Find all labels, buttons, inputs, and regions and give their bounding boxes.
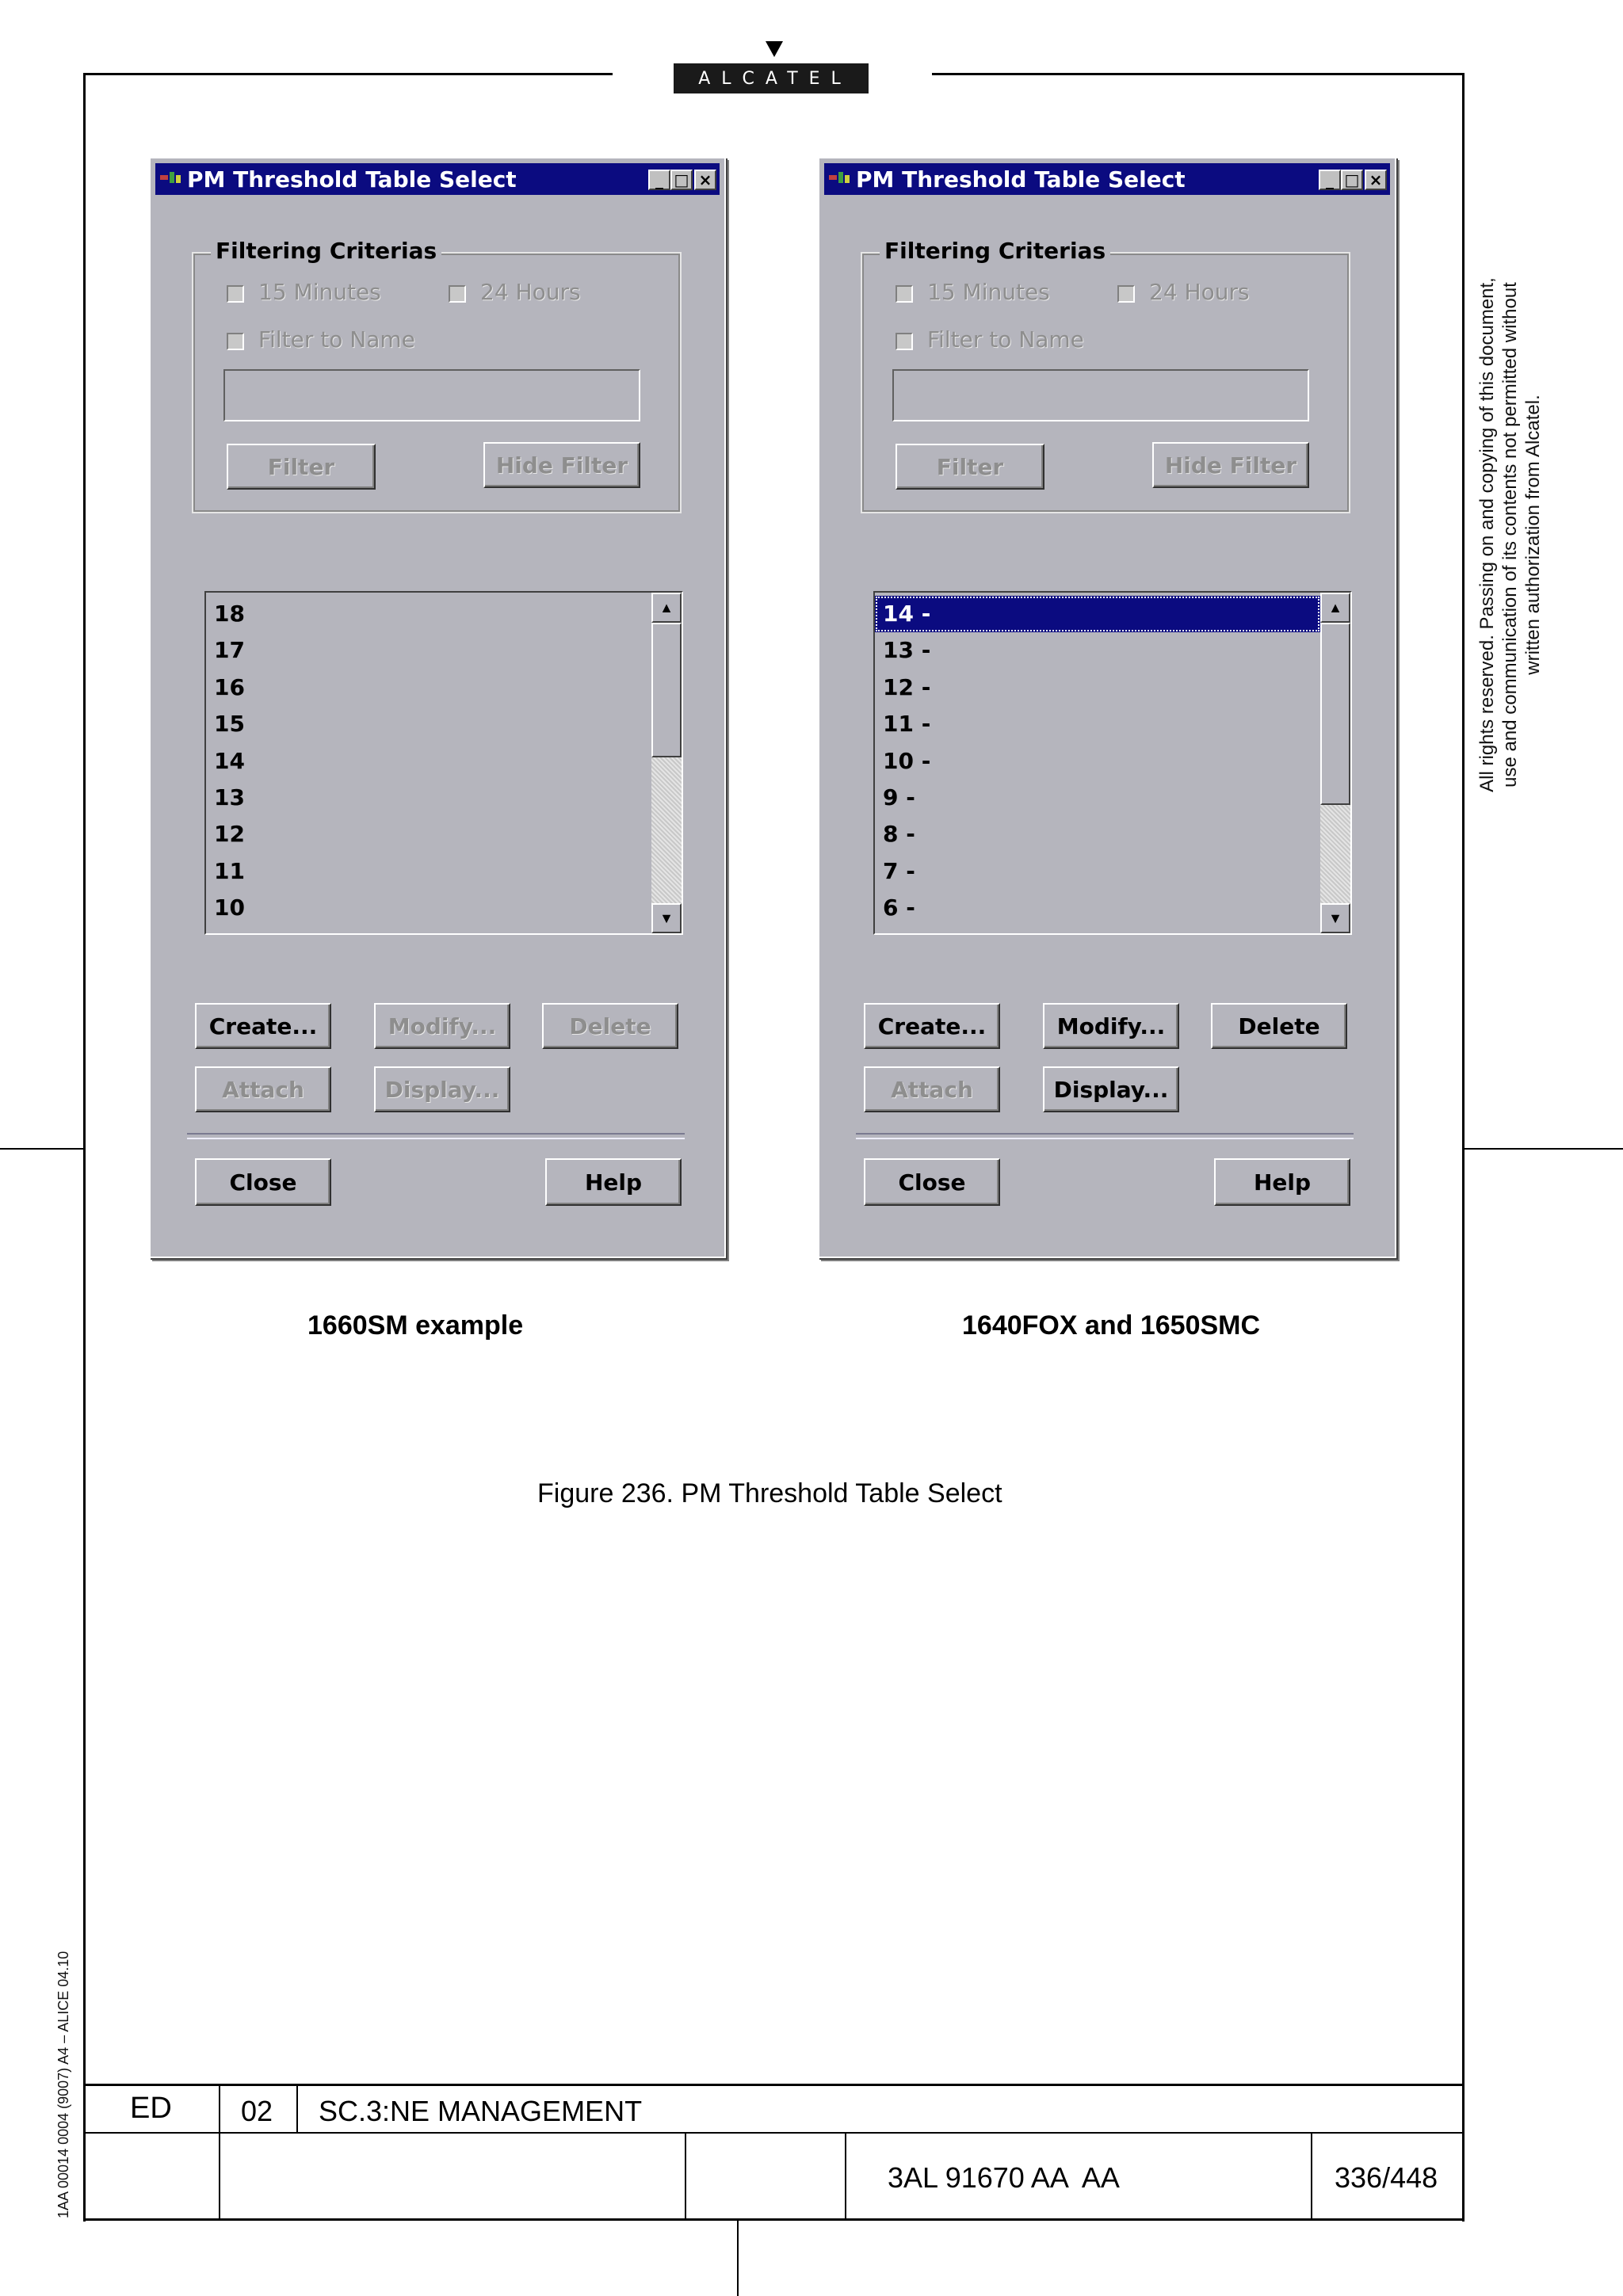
vertical-scrollbar[interactable] bbox=[1320, 593, 1350, 933]
label-15-minutes: 15 Minutes bbox=[258, 279, 381, 305]
app-icon bbox=[160, 170, 182, 188]
list-item[interactable]: 10 - bbox=[883, 747, 931, 774]
window-1660sm bbox=[149, 157, 726, 1258]
list-item[interactable]: 11 bbox=[214, 857, 245, 884]
ed-label: ED bbox=[130, 2092, 172, 2125]
list-item[interactable]: 13 bbox=[214, 784, 245, 810]
scroll-thumb[interactable] bbox=[1320, 623, 1350, 805]
hide-filter-button[interactable]: Hide Filter bbox=[1152, 442, 1309, 488]
document-reference: 1AA 00014 0004 (9007) A4 – ALICE 04.10 bbox=[55, 1951, 71, 2218]
list-item[interactable]: 15 bbox=[214, 711, 245, 738]
delete-button[interactable]: Delete bbox=[1211, 1003, 1347, 1049]
label-filter-to-name: Filter to Name bbox=[927, 326, 1084, 353]
list-item[interactable]: 14 bbox=[214, 747, 245, 774]
scroll-down-icon[interactable]: ▼ bbox=[651, 903, 682, 933]
scroll-up-icon[interactable]: ▲ bbox=[651, 593, 682, 623]
list-item[interactable]: 17 bbox=[214, 637, 245, 664]
scroll-up-icon[interactable]: ▲ bbox=[1320, 593, 1350, 623]
checkbox-15-minutes[interactable] bbox=[896, 285, 913, 303]
label-24-hours: 24 Hours bbox=[1149, 279, 1250, 305]
caption-1640fox-1650smc: 1640FOX and 1650SMC bbox=[962, 1310, 1261, 1341]
window-1640fox-1650smc bbox=[818, 157, 1396, 1258]
help-button[interactable]: Help bbox=[545, 1158, 682, 1206]
label-24-hours: 24 Hours bbox=[480, 279, 581, 305]
footer-top-line bbox=[83, 2084, 1465, 2086]
ed-value: 02 bbox=[241, 2095, 273, 2127]
footer-mid-line bbox=[83, 2132, 1465, 2134]
help-button[interactable]: Help bbox=[1214, 1158, 1350, 1206]
checkbox-15-minutes[interactable] bbox=[227, 285, 244, 303]
window-title: PM Threshold Table Select bbox=[187, 166, 517, 193]
maximize-icon[interactable]: □ bbox=[670, 170, 693, 190]
close-icon[interactable]: × bbox=[1365, 170, 1387, 190]
figure-caption: Figure 236. PM Threshold Table Select bbox=[537, 1478, 1002, 1508]
display-button[interactable]: Display... bbox=[374, 1066, 510, 1112]
label-15-minutes: 15 Minutes bbox=[927, 279, 1050, 305]
group-label: Filtering Criterias bbox=[880, 238, 1110, 264]
list-item[interactable]: 12 bbox=[214, 821, 245, 848]
caption-1660sm: 1660SM example bbox=[307, 1310, 524, 1341]
label-filter-to-name: Filter to Name bbox=[258, 326, 415, 353]
list-item[interactable]: 10 bbox=[214, 894, 245, 921]
title-bar bbox=[155, 163, 720, 195]
app-icon bbox=[829, 170, 851, 188]
attach-button[interactable]: Attach bbox=[864, 1066, 1000, 1112]
filter-button[interactable]: Filter bbox=[227, 444, 376, 490]
close-button[interactable]: Close bbox=[195, 1158, 331, 1206]
separator bbox=[856, 1133, 1354, 1139]
filter-name-input[interactable] bbox=[892, 369, 1309, 421]
scroll-thumb[interactable] bbox=[651, 623, 682, 757]
section-title: SC.3:NE MANAGEMENT bbox=[319, 2095, 643, 2127]
maximize-icon[interactable]: □ bbox=[1341, 170, 1363, 190]
list-item[interactable]: 13 - bbox=[883, 637, 931, 664]
create-button[interactable]: Create... bbox=[195, 1003, 331, 1049]
threshold-table-list[interactable] bbox=[204, 591, 683, 935]
list-item[interactable]: 18 bbox=[214, 601, 245, 627]
display-button[interactable]: Display... bbox=[1043, 1066, 1179, 1112]
checkbox-24-hours[interactable] bbox=[449, 285, 466, 303]
filter-name-input[interactable] bbox=[223, 369, 640, 421]
separator bbox=[187, 1133, 685, 1139]
close-button[interactable]: Close bbox=[864, 1158, 1000, 1206]
checkbox-filter-to-name[interactable] bbox=[896, 333, 913, 350]
logo-triangle bbox=[766, 41, 783, 57]
filter-button[interactable]: Filter bbox=[896, 444, 1044, 490]
page-number: 336/448 bbox=[1335, 2161, 1438, 2194]
footer-bottom-line bbox=[83, 2218, 1465, 2221]
list-item[interactable]: 12 - bbox=[883, 673, 931, 700]
alcatel-logo: ALCATEL bbox=[674, 63, 869, 93]
scroll-down-icon[interactable]: ▼ bbox=[1320, 903, 1350, 933]
list-item[interactable]: 8 - bbox=[883, 821, 915, 848]
create-button[interactable]: Create... bbox=[864, 1003, 1000, 1049]
copyright-notice: All rights reserved. Passing on and copying of this document, use and communication of its contents not permitted without written authorization from Alcatel. bbox=[1476, 277, 1544, 792]
checkbox-filter-to-name[interactable] bbox=[227, 333, 244, 350]
list-item[interactable]: 7 - bbox=[883, 857, 915, 884]
modify-button[interactable]: Modify... bbox=[374, 1003, 510, 1049]
list-item[interactable]: 6 - bbox=[883, 894, 915, 921]
title-bar bbox=[824, 163, 1390, 195]
modify-button[interactable]: Modify... bbox=[1043, 1003, 1179, 1049]
delete-button[interactable]: Delete bbox=[542, 1003, 678, 1049]
minimize-icon[interactable]: _ bbox=[1319, 170, 1341, 190]
doc-reference: 3AL 91670 AA AA bbox=[888, 2161, 1120, 2194]
list-item[interactable]: 11 - bbox=[883, 711, 931, 738]
checkbox-24-hours[interactable] bbox=[1117, 285, 1135, 303]
vertical-scrollbar[interactable] bbox=[651, 593, 682, 933]
minimize-icon[interactable]: _ bbox=[648, 170, 670, 190]
group-label: Filtering Criterias bbox=[211, 238, 441, 264]
hide-filter-button[interactable]: Hide Filter bbox=[483, 442, 640, 488]
attach-button[interactable]: Attach bbox=[195, 1066, 331, 1112]
list-item-selected[interactable]: 14 - bbox=[875, 596, 1320, 632]
list-item[interactable]: 16 bbox=[214, 673, 245, 700]
window-title: PM Threshold Table Select bbox=[856, 166, 1186, 193]
list-item[interactable]: 9 - bbox=[883, 784, 915, 810]
threshold-table-list[interactable] bbox=[873, 591, 1352, 935]
close-icon[interactable]: × bbox=[694, 170, 716, 190]
